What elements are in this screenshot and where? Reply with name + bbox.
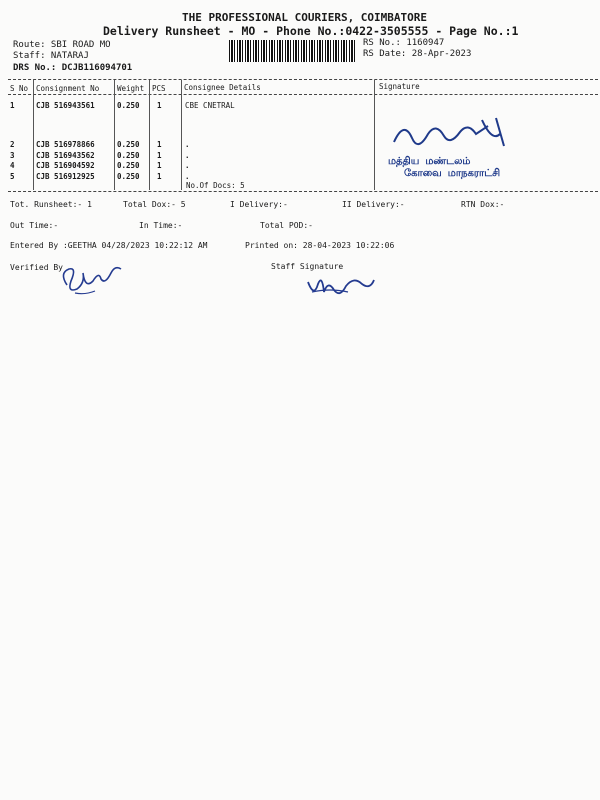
row-consignee: .: [185, 172, 190, 181]
row-sno: 2: [10, 140, 15, 149]
table-header-rule: [8, 94, 598, 95]
row-consignee: CBE CNETRAL: [185, 101, 235, 110]
runsheet-subtitle: Delivery Runsheet - MO - Phone No.:0422-3505555 - Page No.:1: [103, 24, 519, 38]
staff-signature: [300, 262, 380, 307]
rtn-dox: RTN Dox:-: [461, 200, 505, 209]
row-weight: 0.250: [117, 101, 140, 110]
row-weight: 0.250: [117, 140, 140, 149]
staff-field: Staff: NATARAJ: [13, 51, 89, 61]
table-top-rule: [8, 79, 598, 80]
staff-signature-label: Staff Signature: [271, 262, 344, 271]
row-consignment: CJB 516978866: [36, 140, 95, 149]
row-weight: 0.250: [117, 151, 140, 160]
verified-by: Verified By: [10, 263, 63, 272]
total-pod: Total POD:-: [260, 221, 313, 230]
table-bottom-rule: [8, 191, 598, 192]
col-header-consignee: Consignee Details: [184, 83, 261, 92]
company-title: THE PROFESSIONAL COURIERS, COIMBATORE: [182, 11, 428, 24]
route-field: Route: SBI ROAD MO: [13, 40, 111, 50]
col-sep: [33, 80, 34, 190]
stamp-line-2: கோவை மாநகராட்சி: [404, 168, 501, 179]
row-pcs: 1: [157, 140, 162, 149]
out-time: Out Time:-: [10, 221, 59, 230]
barcode: [229, 40, 355, 62]
rs-number: RS No.: 1160947: [363, 38, 445, 48]
col-sep: [114, 80, 115, 190]
verifier-signature: [55, 255, 130, 300]
col-sep: [374, 80, 375, 190]
row-consignee: .: [185, 140, 190, 149]
row-sno: 1: [10, 101, 15, 110]
col-header-weight: Weight: [117, 84, 145, 93]
row-sno: 5: [10, 172, 15, 181]
row-pcs: 1: [157, 101, 162, 110]
row-sno: 4: [10, 161, 15, 170]
row-consignment: CJB 516943561: [36, 101, 95, 110]
stamp-line-1: மத்திய மண்டலம்: [388, 156, 471, 167]
row-weight: 0.250: [117, 161, 140, 170]
row-consignment: CJB 516912925: [36, 172, 95, 181]
ii-delivery: II Delivery:-: [342, 200, 405, 209]
i-delivery: I Delivery:-: [230, 200, 288, 209]
col-header-signature: Signature: [379, 82, 420, 91]
row-consignment: CJB 516943562: [36, 151, 95, 160]
row-pcs: 1: [157, 151, 162, 160]
stamp-signature: [384, 112, 544, 182]
row-consignee: .: [185, 151, 190, 160]
drs-number: DRS No.: DCJB116094701: [13, 63, 133, 73]
total-dox: Total Dox:- 5: [123, 200, 186, 209]
total-runsheet: Tot. Runsheet:- 1: [10, 200, 92, 209]
col-sep: [181, 80, 182, 190]
row-sno: 3: [10, 151, 15, 160]
col-header-consignment: Consignment No: [36, 84, 100, 93]
docs-count: No.Of Docs: 5: [186, 181, 245, 190]
rs-date: RS Date: 28-Apr-2023: [363, 49, 472, 59]
col-sep: [149, 80, 150, 190]
row-consignment: CJB 516904592: [36, 161, 95, 170]
entered-by: Entered By :GEETHA 04/28/2023 10:22:12 AM: [10, 241, 208, 250]
in-time: In Time:-: [139, 221, 183, 230]
row-weight: 0.250: [117, 172, 140, 181]
row-pcs: 1: [157, 172, 162, 181]
row-pcs: 1: [157, 161, 162, 170]
col-header-pcs: PCS: [152, 84, 166, 93]
col-header-sno: S No: [10, 84, 29, 93]
row-consignee: .: [185, 161, 190, 170]
printed-on: Printed on: 28-04-2023 10:22:06: [245, 241, 395, 250]
